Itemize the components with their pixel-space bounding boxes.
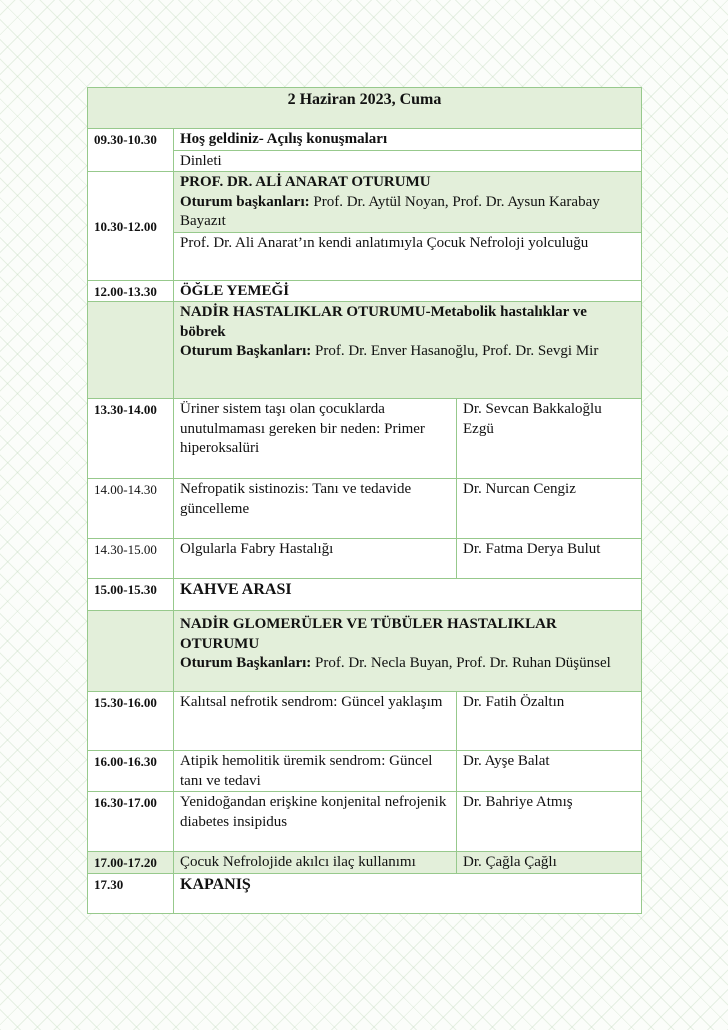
talk-title: Kalıtsal nefrotik sendrom: Güncel yaklaşım — [174, 692, 457, 751]
session-title: PROF. DR. ALİ ANARAT OTURUMU — [180, 174, 431, 190]
table-row — [88, 539, 642, 579]
table-row — [88, 479, 642, 539]
session-title: KAPANIŞ — [174, 873, 642, 913]
talk-title: Atipik hemolitik üremik sendrom: Güncel tanı ve tedavi — [174, 751, 457, 792]
chairs-names: Prof. Dr. Enver Hasanoğlu, Prof. Dr. Sevgi Mir — [311, 343, 599, 359]
session-chairs — [180, 342, 635, 362]
talk-speaker: Dr. Ayşe Balat — [457, 751, 642, 792]
talk-title: Nefropatik sistinozis: Tanı ve tedavide güncelleme — [174, 479, 457, 539]
time-cell: 12.00-13.30 — [88, 280, 174, 302]
talk-title: Çocuk Nefrolojide akılcı ilaç kullanımı — [174, 852, 457, 874]
time-cell: 15.00-15.30 — [88, 579, 174, 611]
table-row — [88, 692, 642, 751]
talk-speaker: Dr. Fatih Özaltın — [457, 692, 642, 751]
time-cell: 17.00-17.20 — [88, 852, 174, 874]
date-heading: 2 Haziran 2023, Cuma — [88, 88, 642, 129]
time-cell: 16.00-16.30 — [88, 751, 174, 792]
talk-title: Prof. Dr. Ali Anarat’ın kendi anlatımıyla Çocuk Nefroloji yolculuğu — [174, 232, 642, 280]
session-header — [174, 172, 642, 233]
session-chairs — [180, 654, 635, 674]
chairs-label: Oturum Başkanları: — [180, 343, 312, 359]
table-row — [88, 579, 642, 611]
table-row — [88, 873, 642, 913]
program-table — [87, 87, 642, 914]
table-row — [88, 852, 642, 874]
chairs-names: Prof. Dr. Necla Buyan, Prof. Dr. Ruhan Düşünsel — [311, 655, 611, 671]
table-row — [88, 302, 642, 399]
time-cell — [88, 302, 174, 399]
table-row — [88, 751, 642, 792]
table-row — [88, 611, 642, 692]
time-cell: 16.30-17.00 — [88, 792, 174, 852]
talk-speaker: Dr. Fatma Derya Bulut — [457, 539, 642, 579]
header-row — [88, 88, 642, 129]
time-cell: 15.30-16.00 — [88, 692, 174, 751]
talk-title: Yenidoğandan erişkine konjenital nefrojenik diabetes insipidus — [174, 792, 457, 852]
time-cell: 17.30 — [88, 873, 174, 913]
session-title: Hoş geldiniz- Açılış konuşmaları — [174, 129, 642, 151]
talk-speaker: Dr. Çağla Çağlı — [457, 852, 642, 874]
session-chairs — [180, 193, 635, 232]
table-row — [88, 792, 642, 852]
table-row — [88, 129, 642, 151]
session-title: NADİR GLOMERÜLER VE TÜBÜLER HASTALIKLAR OTURUMU — [180, 616, 557, 652]
talk-title: Olgularla Fabry Hastalığı — [174, 539, 457, 579]
session-header — [174, 302, 642, 399]
session-title: NADİR HASTALIKLAR OTURUMU-Metabolik hastalıklar ve böbrek — [180, 304, 587, 340]
talk-speaker: Dr. Nurcan Cengiz — [457, 479, 642, 539]
session-title: ÖĞLE YEMEĞİ — [174, 280, 642, 302]
talk-speaker: Dr. Bahriye Atmış — [457, 792, 642, 852]
table-row — [88, 399, 642, 479]
session-header — [174, 611, 642, 692]
time-cell: 14.00-14.30 — [88, 479, 174, 539]
talk-title: Üriner sistem taşı olan çocuklarda unutulmaması gereken bir neden: Primer hiperoksalüri — [174, 399, 457, 479]
chairs-names: Prof. Dr. Aytül Noyan, Prof. Dr. Aysun Karabay Bayazıt — [180, 193, 600, 229]
time-cell: 14.30-15.00 — [88, 539, 174, 579]
table-row — [88, 280, 642, 302]
session-title: KAHVE ARASI — [174, 579, 642, 611]
chairs-label: Oturum başkanları: — [180, 193, 310, 210]
session-sub: Dinleti — [174, 150, 642, 172]
table-row — [88, 172, 642, 233]
time-cell: 09.30-10.30 — [88, 129, 174, 172]
time-cell: 13.30-14.00 — [88, 399, 174, 479]
time-cell — [88, 611, 174, 692]
talk-speaker: Dr. Sevcan Bakkaloğlu Ezgü — [457, 399, 642, 479]
time-cell: 10.30-12.00 — [88, 172, 174, 281]
chairs-label: Oturum Başkanları: — [180, 655, 312, 671]
